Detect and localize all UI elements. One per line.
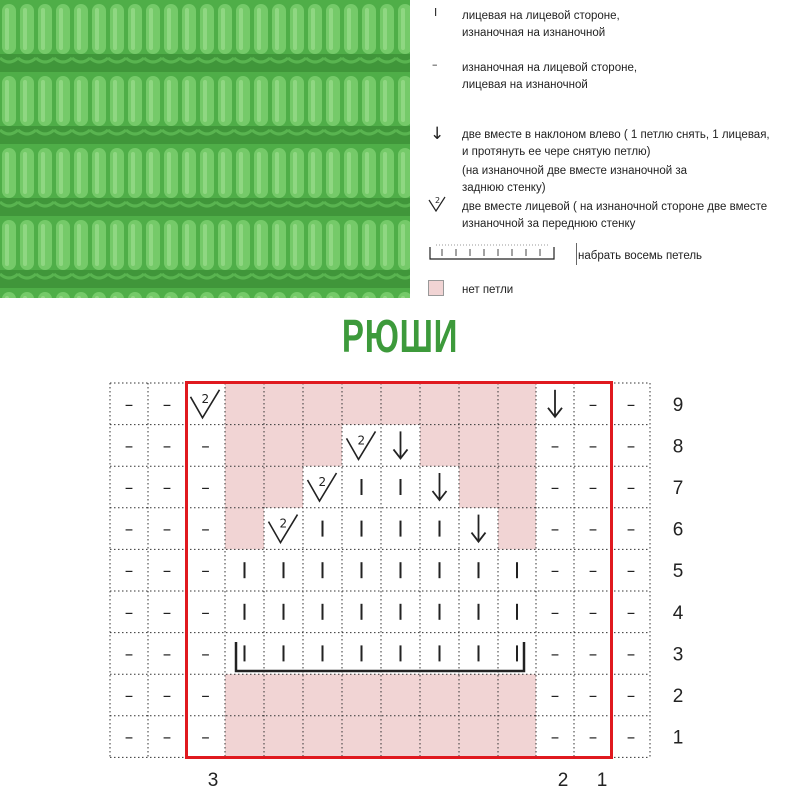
row-number-label: 5 [672, 561, 684, 583]
purl-symbol: – [162, 394, 172, 415]
ssk-symbol [472, 515, 486, 542]
no-stitch-cell [381, 383, 420, 425]
purl-symbol: – [201, 561, 210, 582]
svg-text:2: 2 [318, 475, 327, 489]
row-number-label: 7 [672, 478, 684, 499]
no-stitch-cell [303, 716, 342, 758]
no-stitch-cell [225, 716, 264, 758]
no-stitch-cell [303, 383, 342, 425]
legend-no-stitch-label: нет петли [462, 284, 514, 296]
purl-symbol: – [162, 561, 172, 582]
ssk-symbol [433, 473, 447, 500]
svg-text:2: 2 [279, 516, 288, 531]
row-number-label: 9 [672, 394, 684, 416]
purl-symbol: – [588, 561, 598, 582]
purl-stitch-icon: – [432, 58, 438, 71]
svg-text:2: 2 [435, 196, 441, 205]
ssk-symbol [548, 390, 562, 417]
purl-symbol: – [201, 519, 210, 540]
no-stitch-cell [225, 383, 264, 425]
purl-symbol: – [124, 561, 134, 582]
no-stitch-cell [420, 383, 459, 425]
no-stitch-cell [498, 383, 536, 425]
purl-symbol: – [201, 644, 210, 665]
cast-on-bracket [236, 642, 524, 671]
purl-symbol: – [588, 519, 598, 540]
purl-symbol: – [201, 436, 210, 457]
svg-text:2: 2 [357, 433, 366, 448]
svg-text:2: 2 [201, 391, 210, 406]
purl-symbol: – [588, 478, 598, 498]
legend-k2tog-line-2: изнаночной за переднюю стенку [462, 218, 636, 230]
no-stitch-cell [225, 425, 264, 467]
row-number-label: 2 [672, 686, 684, 707]
legend-ssk-line-1: две вместе в наклоном влево ( 1 петлю снять, 1 лицевая, [462, 129, 770, 141]
purl-symbol: – [626, 727, 636, 748]
purl-symbol: – [201, 478, 210, 498]
purl-symbol: – [162, 602, 172, 623]
stitch-count-label: 2 [557, 770, 569, 791]
no-stitch-cell [459, 716, 498, 758]
no-stitch-cell [498, 674, 536, 716]
purl-symbol: – [588, 394, 598, 415]
purl-symbol: – [588, 644, 598, 665]
no-stitch-cell [498, 466, 536, 508]
legend-purl-line-2: лицевая на изнаночной [462, 79, 588, 91]
no-stitch-cell [420, 716, 459, 758]
no-stitch-cell [459, 383, 498, 425]
purl-symbol: – [626, 644, 636, 665]
no-stitch-cell [381, 716, 420, 758]
no-stitch-cell [225, 674, 264, 716]
no-stitch-cell [498, 716, 536, 758]
knit-stitch-icon: I [434, 6, 438, 19]
no-stitch-cell [303, 425, 342, 467]
purl-symbol: – [162, 644, 172, 665]
no-stitch-cell [459, 674, 498, 716]
purl-symbol: – [626, 686, 636, 706]
purl-symbol: – [550, 644, 560, 665]
purl-symbol: – [550, 727, 560, 748]
purl-symbol: – [588, 686, 598, 706]
purl-symbol: – [124, 602, 134, 623]
stitch-count-label: 1 [596, 770, 608, 791]
no-stitch-cell [498, 508, 536, 550]
purl-symbol: – [124, 727, 134, 748]
purl-symbol: – [201, 602, 210, 623]
purl-symbol: – [626, 478, 636, 498]
k2tog-symbol [191, 390, 220, 418]
legend-ssk-line-4: заднюю стенку) [462, 182, 546, 194]
no-stitch-cell [459, 425, 498, 467]
row-number-label: 3 [672, 644, 684, 666]
no-stitch-cell [264, 716, 303, 758]
no-stitch-cell [381, 674, 420, 716]
purl-symbol: – [588, 727, 598, 748]
purl-symbol: – [626, 561, 636, 582]
purl-symbol: – [550, 602, 560, 623]
row-number-label: 8 [672, 436, 684, 458]
purl-symbol: – [626, 519, 636, 540]
purl-symbol: – [162, 436, 172, 457]
row-number-label: 1 [672, 727, 684, 749]
purl-symbol: – [588, 602, 598, 623]
purl-symbol: – [124, 436, 134, 457]
no-stitch-cell [459, 466, 498, 508]
purl-symbol: – [626, 602, 636, 623]
no-stitch-cell [342, 383, 381, 425]
legend-purl-line-1: изнаночная на лицевой стороне, [462, 62, 638, 74]
purl-symbol: – [162, 519, 172, 540]
no-stitch-cell [420, 674, 459, 716]
no-stitch-cell [342, 716, 381, 758]
k2tog-symbol [347, 431, 376, 459]
purl-symbol: – [201, 686, 210, 706]
legend-ssk-line-2: и протянуть ее чере снятую петлю) [462, 146, 651, 158]
ssk-symbol [394, 431, 408, 458]
purl-symbol: – [162, 727, 172, 748]
purl-symbol: – [626, 394, 636, 415]
purl-symbol: – [588, 436, 598, 457]
k2tog-symbol [269, 515, 298, 543]
purl-symbol: – [162, 686, 172, 706]
purl-symbol: – [550, 561, 560, 582]
page-title: РЮШИ [341, 310, 459, 362]
ssk-decrease-icon: ↓ [430, 124, 445, 144]
purl-symbol: – [626, 436, 636, 457]
purl-symbol: – [201, 727, 210, 748]
purl-symbol: – [124, 394, 134, 415]
legend-cast-on-label: набрать восемь петель [578, 250, 703, 262]
purl-symbol: – [550, 436, 560, 457]
no-stitch-cell [342, 674, 381, 716]
no-stitch-cell [225, 466, 264, 508]
k2tog-symbol [308, 473, 337, 501]
purl-symbol: – [550, 519, 560, 540]
row-number-label: 6 [672, 519, 684, 541]
legend-knit-line-1: лицевая на лицевой стороне, [462, 10, 620, 22]
purl-symbol: – [162, 478, 172, 498]
no-stitch-cell [225, 508, 264, 550]
legend-knit-line-2: изнаночная на изнаночной [462, 27, 606, 39]
stitch-count-label: 3 [207, 770, 219, 791]
no-stitch-cell [498, 425, 536, 467]
legend-k2tog-line-1: две вместе лицевой ( на изнаночной стороне две вместе [462, 201, 768, 213]
purl-symbol: – [550, 478, 560, 498]
row-number-label: 4 [672, 602, 684, 624]
legend-ssk-line-3: (на изнаночной две вместе изнаночной за [462, 165, 688, 177]
no-stitch-cell [264, 466, 303, 508]
purl-symbol: – [124, 686, 134, 706]
no-stitch-cell [264, 425, 303, 467]
no-stitch-cell [264, 674, 303, 716]
no-stitch-cell [264, 383, 303, 425]
purl-symbol: – [124, 519, 134, 540]
purl-symbol: – [124, 478, 134, 498]
purl-symbol: – [550, 686, 560, 706]
purl-symbol: – [124, 644, 134, 665]
no-stitch-cell [420, 425, 459, 467]
no-stitch-cell [303, 674, 342, 716]
